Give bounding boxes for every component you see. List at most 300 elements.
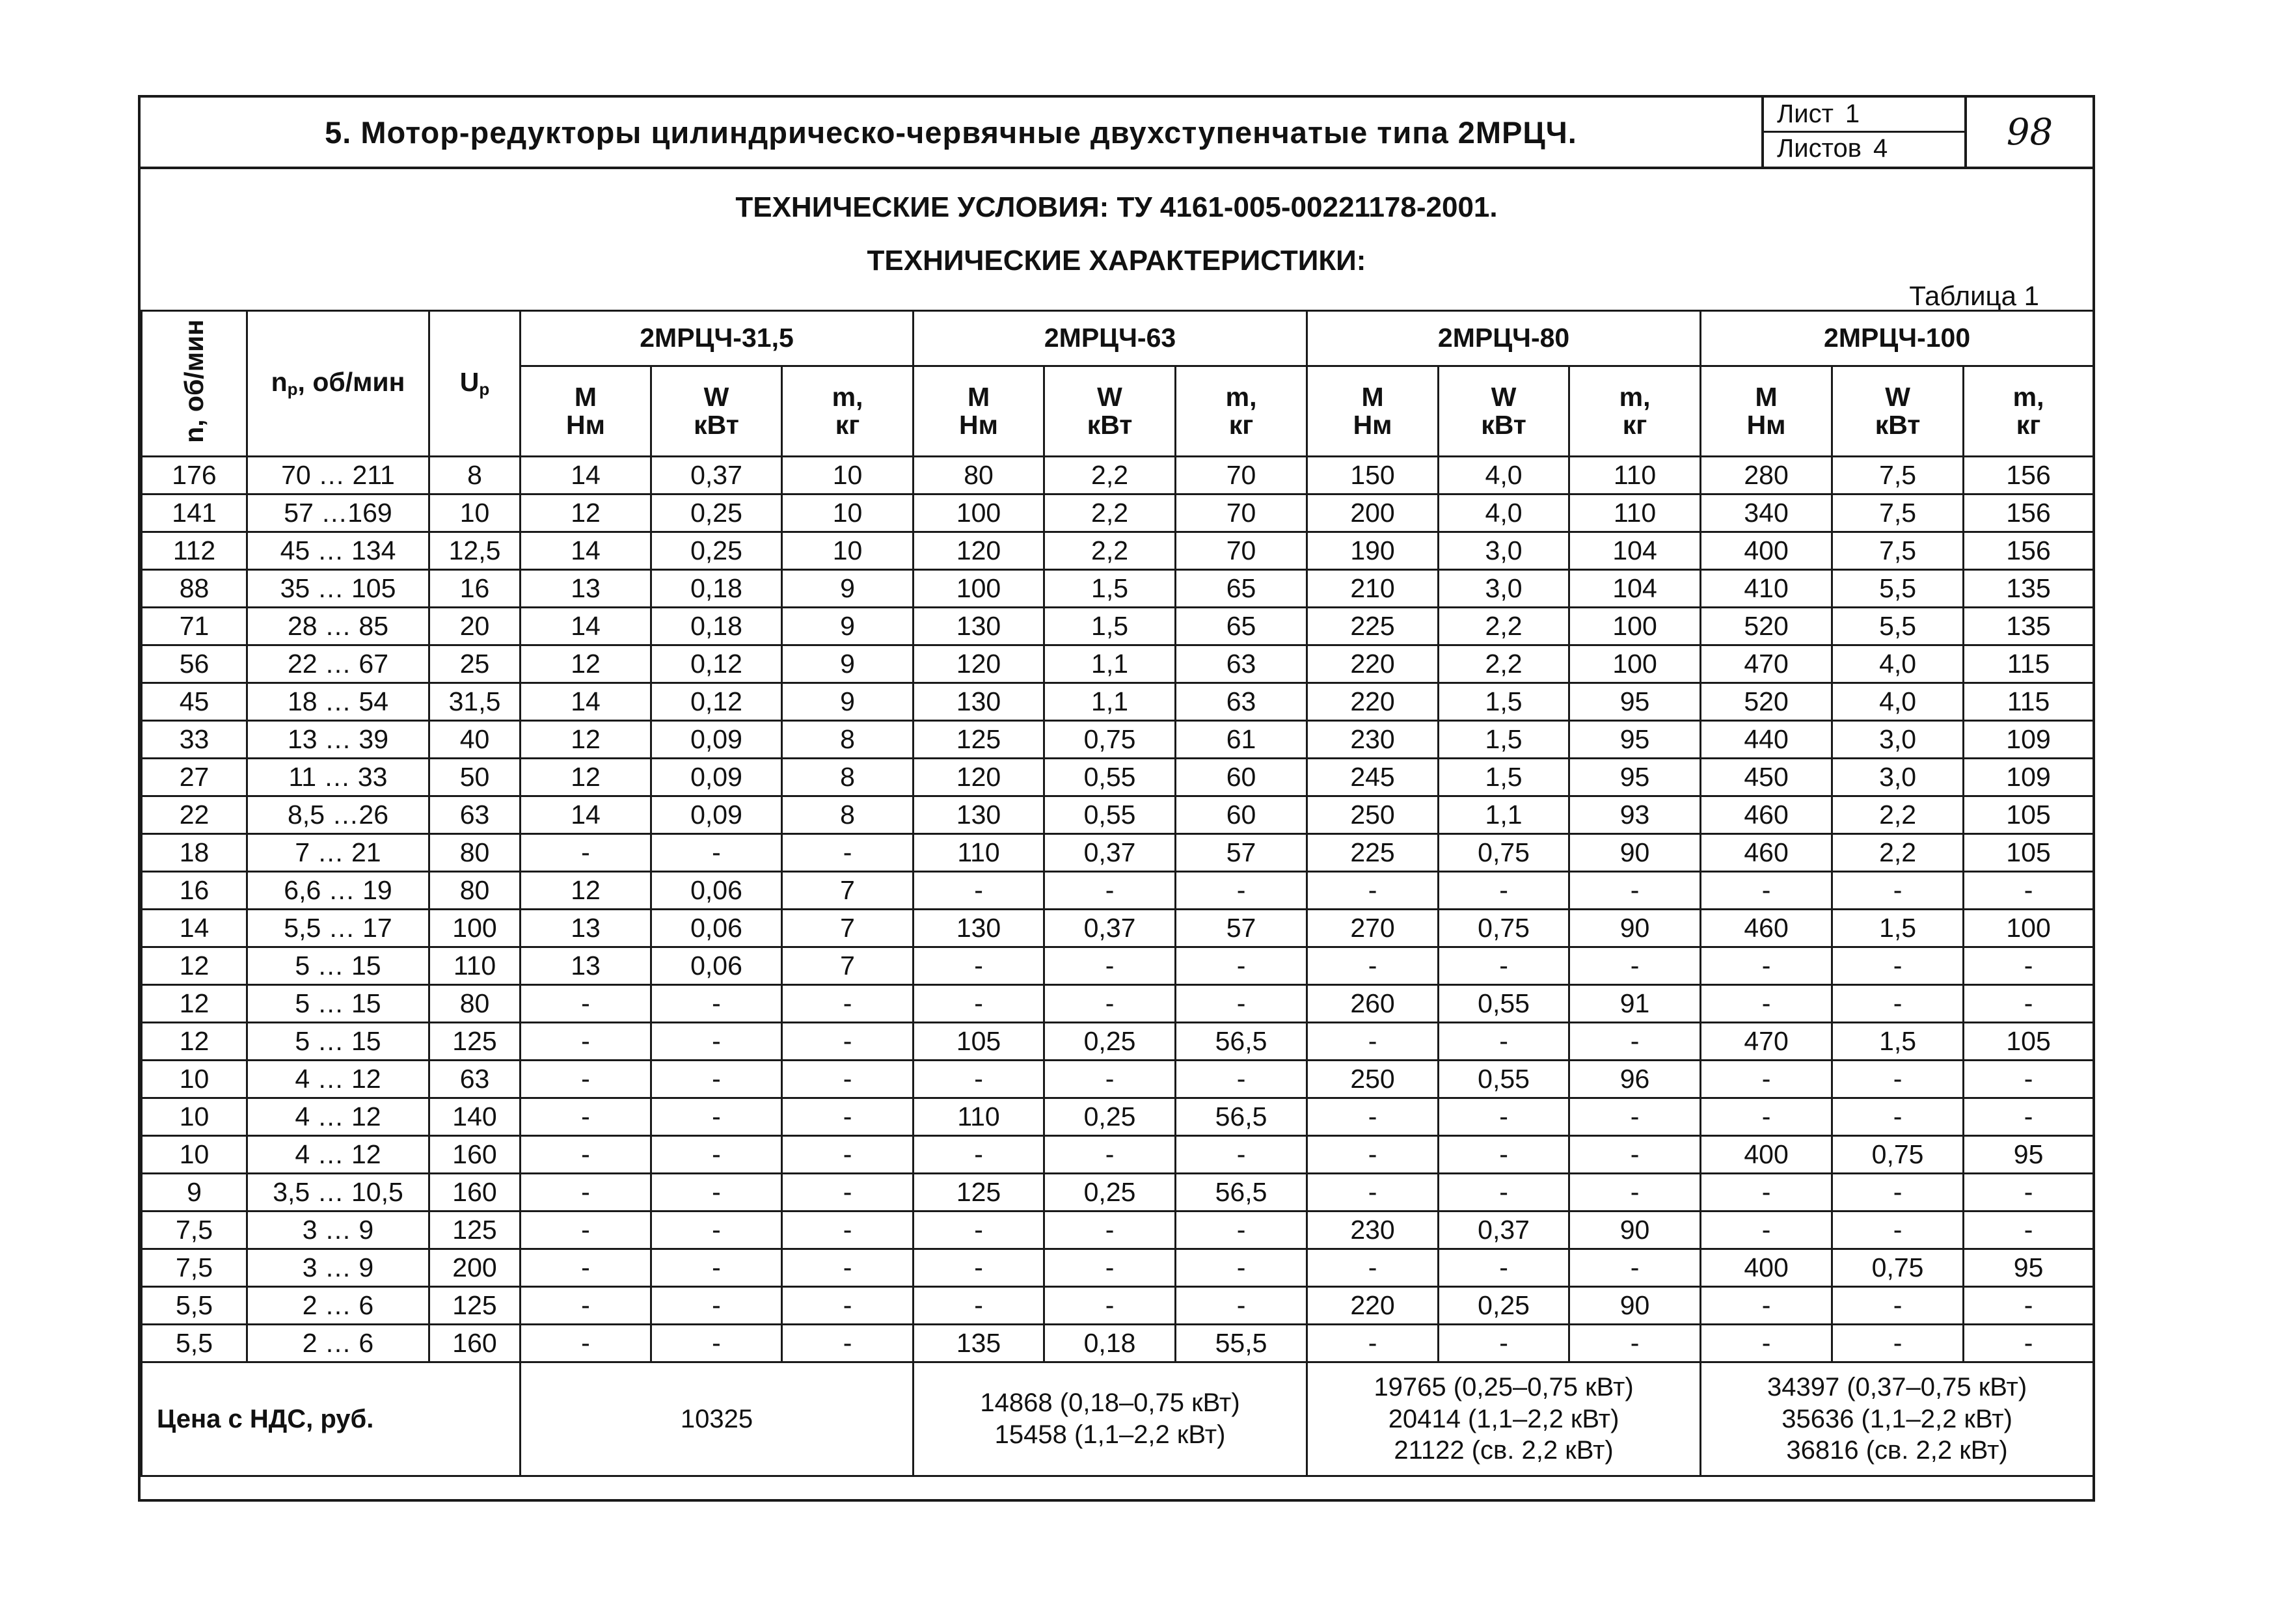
table-cell: 5,5 [142, 1287, 247, 1325]
table-cell: 520 [1701, 608, 1832, 645]
table-cell: - [521, 1061, 651, 1098]
table-cell: 176 [142, 457, 247, 494]
price-line: 10325 [680, 1404, 753, 1433]
table-cell: 12 [521, 872, 651, 910]
technical-conditions: ТЕХНИЧЕСКИЕ УСЛОВИЯ: ТУ 4161-005-00221178-2001. [735, 191, 1498, 223]
unit-header [1176, 366, 1307, 457]
table-cell: 200 [1307, 494, 1439, 532]
table-cell: 50 [429, 759, 521, 796]
table-cell: 0,75 [1439, 910, 1569, 947]
table-cell: 0,18 [651, 608, 782, 645]
unit-header [1307, 366, 1439, 457]
table-cell: 0,75 [1044, 721, 1176, 759]
table-cell: 5,5 [1832, 608, 1964, 645]
table-cell: 2,2 [1439, 608, 1569, 645]
table-cell: 0,37 [651, 457, 782, 494]
unit-header [782, 366, 914, 457]
sheets-label: Листов [1777, 133, 1862, 163]
table-cell: - [651, 1249, 782, 1287]
table-cell: 95 [1569, 721, 1701, 759]
table-cell: - [521, 834, 651, 872]
table-cell: 14 [521, 608, 651, 645]
table-cell: 13 [521, 570, 651, 608]
table-cell: 11 … 33 [247, 759, 429, 796]
table-cell: 10 [142, 1136, 247, 1174]
unit-header-quantity: W [1885, 381, 1910, 412]
table-cell: 5 … 15 [247, 985, 429, 1023]
table-cell: 100 [1569, 645, 1701, 683]
table-cell: - [1044, 985, 1176, 1023]
table-cell: 10 [782, 457, 914, 494]
table-cell: - [1569, 872, 1701, 910]
table-cell: 130 [914, 608, 1044, 645]
table-cell: - [1044, 872, 1176, 910]
table-cell: 110 [1569, 457, 1701, 494]
table-cell: 440 [1701, 721, 1832, 759]
table-cell: 400 [1701, 532, 1832, 570]
table-cell: 9 [782, 683, 914, 721]
table-cell: 31,5 [429, 683, 521, 721]
table-cell: 4,0 [1439, 457, 1569, 494]
table-cell: 9 [782, 608, 914, 645]
table-cell: 100 [914, 570, 1044, 608]
table-cell: 160 [429, 1136, 521, 1174]
table-cell: - [1964, 1098, 2094, 1136]
table-cell: 225 [1307, 608, 1439, 645]
table-cell: 470 [1701, 645, 1832, 683]
table-cell: 0,12 [651, 683, 782, 721]
table-cell: 100 [914, 494, 1044, 532]
table-cell: 57 …169 [247, 494, 429, 532]
table-cell: 340 [1701, 494, 1832, 532]
table-cell: - [1701, 872, 1832, 910]
table-cell: - [1307, 1249, 1439, 1287]
table-body [142, 457, 2094, 1362]
table-row [142, 985, 2094, 1023]
unit-header-quantity: W [1491, 381, 1517, 412]
table-cell: 105 [1964, 834, 2094, 872]
unit-header [1964, 366, 2094, 457]
table-cell: 125 [429, 1211, 521, 1249]
table-cell: - [651, 1098, 782, 1136]
table-row [142, 608, 2094, 645]
unit-header-quantity: М [967, 381, 990, 412]
table-cell: 160 [429, 1325, 521, 1362]
table-cell: 14 [521, 457, 651, 494]
table-cell: 1,5 [1439, 721, 1569, 759]
table-cell: 0,25 [1439, 1287, 1569, 1325]
header-row-models [142, 311, 2094, 366]
table-cell: 10 [142, 1098, 247, 1136]
table-cell: 57 [1176, 834, 1307, 872]
unit-header-quantity: m, [2012, 381, 2044, 412]
table-cell: 90 [1569, 1211, 1701, 1249]
table-cell: 91 [1569, 985, 1701, 1023]
table-cell: - [1832, 1287, 1964, 1325]
table-cell: 7,5 [1832, 532, 1964, 570]
table-cell: 156 [1964, 457, 2094, 494]
table-cell: - [1307, 1174, 1439, 1211]
table-cell: 27 [142, 759, 247, 796]
table-cell: 70 [1176, 457, 1307, 494]
table-cell: 230 [1307, 1211, 1439, 1249]
table-cell: 104 [1569, 570, 1701, 608]
price-line: 15458 (1,1–2,2 кВт) [994, 1420, 1226, 1449]
table-cell: 56 [142, 645, 247, 683]
table-cell: 35 … 105 [247, 570, 429, 608]
table-cell: 135 [1964, 570, 2094, 608]
table-cell: - [914, 947, 1044, 985]
table-cell: - [782, 1136, 914, 1174]
table-cell: 61 [1176, 721, 1307, 759]
unit-header-unit: кг [1622, 410, 1647, 440]
table-row [142, 834, 2094, 872]
table-row [142, 532, 2094, 570]
unit-header-quantity: М [1361, 381, 1384, 412]
table-cell: 110 [429, 947, 521, 985]
table-cell: 6,6 … 19 [247, 872, 429, 910]
table-cell: 80 [914, 457, 1044, 494]
table-cell: 80 [429, 834, 521, 872]
table-cell: 105 [1964, 1023, 2094, 1061]
table-cell: - [651, 1136, 782, 1174]
table-cell: 141 [142, 494, 247, 532]
table-cell: 270 [1307, 910, 1439, 947]
table-cell: 10 [429, 494, 521, 532]
price-line: 20414 (1,1–2,2 кВт) [1388, 1404, 1619, 1433]
table-cell: - [1964, 1287, 2094, 1325]
table-cell: 0,25 [1044, 1023, 1176, 1061]
table-cell: 160 [429, 1174, 521, 1211]
unit-header-unit: Нм [959, 410, 998, 440]
table-cell: 70 [1176, 494, 1307, 532]
table-cell: - [914, 1249, 1044, 1287]
unit-header [1044, 366, 1176, 457]
table-cell: 80 [429, 872, 521, 910]
table-cell: 150 [1307, 457, 1439, 494]
table-row [142, 683, 2094, 721]
table-cell: 250 [1307, 1061, 1439, 1098]
table-cell: 3 … 9 [247, 1211, 429, 1249]
table-cell: 115 [1964, 645, 2094, 683]
table-cell: 95 [1964, 1249, 2094, 1287]
table-cell: 0,06 [651, 947, 782, 985]
table-cell: - [521, 1211, 651, 1249]
unit-header-quantity: W [703, 381, 729, 412]
table-cell: 3 … 9 [247, 1249, 429, 1287]
unit-header-unit: кг [2016, 410, 2041, 440]
table-cell: 14 [521, 683, 651, 721]
table-cell: 0,25 [1044, 1174, 1176, 1211]
table-cell: 25 [429, 645, 521, 683]
unit-header [521, 366, 651, 457]
table-cell: 260 [1307, 985, 1439, 1023]
table-cell: - [1832, 872, 1964, 910]
table-cell: 4 … 12 [247, 1061, 429, 1098]
unit-header-unit: кВт [1875, 410, 1921, 440]
table-cell: 7,5 [142, 1211, 247, 1249]
table-cell: 12 [521, 721, 651, 759]
table-cell: 1,5 [1044, 570, 1176, 608]
table-cell: - [1044, 1211, 1176, 1249]
table-cell: 57 [1176, 910, 1307, 947]
unit-header-quantity: m, [1619, 381, 1651, 412]
table-cell: - [1569, 1136, 1701, 1174]
unit-header-unit: Нм [1746, 410, 1786, 440]
unit-header [914, 366, 1044, 457]
table-cell: 80 [429, 985, 521, 1023]
table-cell: 0,55 [1044, 796, 1176, 834]
unit-header [1439, 366, 1569, 457]
table-cell: 63 [429, 1061, 521, 1098]
price-group [914, 1362, 1307, 1476]
table-cell: 470 [1701, 1023, 1832, 1061]
table-cell: 20 [429, 608, 521, 645]
table-cell: - [1044, 947, 1176, 985]
table-cell: 90 [1569, 1287, 1701, 1325]
table-cell: 2,2 [1044, 457, 1176, 494]
table-cell: 220 [1307, 645, 1439, 683]
table-cell: - [1439, 1023, 1569, 1061]
table-row [142, 1174, 2094, 1211]
table-cell: - [651, 985, 782, 1023]
price-group [521, 1362, 914, 1476]
table-cell: 63 [1176, 683, 1307, 721]
table-cell: 70 [1176, 532, 1307, 570]
table-cell: - [1176, 1136, 1307, 1174]
table-cell: - [1439, 1174, 1569, 1211]
table-cell: - [1832, 1325, 1964, 1362]
unit-header-quantity: М [574, 381, 597, 412]
table-cell: 0,25 [651, 532, 782, 570]
table-row [142, 1023, 2094, 1061]
table-cell: 220 [1307, 1287, 1439, 1325]
table-cell: - [782, 834, 914, 872]
table-cell: 104 [1569, 532, 1701, 570]
table-cell: - [1307, 1136, 1439, 1174]
table-cell: 5 … 15 [247, 1023, 429, 1061]
table-cell: 245 [1307, 759, 1439, 796]
table-cell: 125 [429, 1287, 521, 1325]
table-cell: 70 … 211 [247, 457, 429, 494]
table-cell: 0,37 [1044, 910, 1176, 947]
table-cell: 12 [142, 1023, 247, 1061]
table-cell: - [1439, 1098, 1569, 1136]
unit-header-quantity: М [1755, 381, 1778, 412]
table-cell: 9 [782, 645, 914, 683]
table-cell: - [1701, 1211, 1832, 1249]
table-cell: 9 [142, 1174, 247, 1211]
table-row [142, 910, 2094, 947]
table-cell: 4,0 [1439, 494, 1569, 532]
table-cell: - [1307, 1098, 1439, 1136]
table-cell: - [651, 1061, 782, 1098]
unit-header-unit: Нм [1353, 410, 1392, 440]
table-cell: 5 … 15 [247, 947, 429, 985]
col-header-n-label: n, об/мин [178, 319, 209, 443]
table-cell: - [1964, 1325, 2094, 1362]
table-cell: 4,0 [1832, 645, 1964, 683]
technical-characteristics: ТЕХНИЧЕСКИЕ ХАРАКТЕРИСТИКИ: [867, 245, 1366, 277]
table-cell: - [1569, 1249, 1701, 1287]
table-cell: 14 [142, 910, 247, 947]
table-cell: 120 [914, 759, 1044, 796]
table-cell: 0,06 [651, 910, 782, 947]
table-cell: 120 [914, 645, 1044, 683]
table-cell: 105 [914, 1023, 1044, 1061]
table-cell: - [1832, 985, 1964, 1023]
table-cell: - [1701, 1061, 1832, 1098]
table-cell: - [521, 1325, 651, 1362]
table-cell: 28 … 85 [247, 608, 429, 645]
table-cell: 2,2 [1832, 834, 1964, 872]
table-cell: - [782, 1174, 914, 1211]
table-row [142, 721, 2094, 759]
table-cell: - [1832, 1174, 1964, 1211]
price-group [1307, 1362, 1701, 1476]
table-cell: 90 [1569, 834, 1701, 872]
table-cell: 109 [1964, 721, 2094, 759]
table-cell: 0,37 [1044, 834, 1176, 872]
table-cell: 60 [1176, 759, 1307, 796]
table-cell: 3,0 [1439, 570, 1569, 608]
table-cell: - [521, 1287, 651, 1325]
table-cell: - [782, 1023, 914, 1061]
table-cell: 88 [142, 570, 247, 608]
table-cell: 8 [782, 721, 914, 759]
table-cell: 230 [1307, 721, 1439, 759]
table-cell: 460 [1701, 910, 1832, 947]
table-cell: 1,5 [1832, 910, 1964, 947]
table-cell: 0,12 [651, 645, 782, 683]
table-cell: 7 [782, 910, 914, 947]
unit-header-quantity: m, [832, 381, 863, 412]
table-cell: 3,5 … 10,5 [247, 1174, 429, 1211]
table-cell: 4 … 12 [247, 1098, 429, 1136]
table-cell: 7 [782, 872, 914, 910]
table-cell: 95 [1569, 759, 1701, 796]
table-cell: 115 [1964, 683, 2094, 721]
table-cell: 55,5 [1176, 1325, 1307, 1362]
table-cell: 0,25 [651, 494, 782, 532]
table-cell: 40 [429, 721, 521, 759]
table-cell: 2,2 [1439, 645, 1569, 683]
table-cell: - [1176, 1211, 1307, 1249]
model-header-3: 2МРЦЧ-80 [1307, 311, 1701, 366]
table-cell: - [782, 1098, 914, 1136]
table-cell: 65 [1176, 570, 1307, 608]
table-cell: 0,25 [1044, 1098, 1176, 1136]
table-cell: 56,5 [1176, 1174, 1307, 1211]
table-cell: - [651, 1174, 782, 1211]
table-cell: 71 [142, 608, 247, 645]
table-cell: 0,75 [1439, 834, 1569, 872]
spec-table [141, 310, 2094, 1477]
model-header-1: 2МРЦЧ-31,5 [521, 311, 914, 366]
table-cell: - [1964, 1174, 2094, 1211]
table-cell: 5,5 … 17 [247, 910, 429, 947]
table-cell: - [1569, 1325, 1701, 1362]
table-cell: - [1964, 1061, 2094, 1098]
table-cell: 3,0 [1439, 532, 1569, 570]
document-sheet [138, 95, 2095, 1502]
table-cell: - [1569, 1023, 1701, 1061]
table-row [142, 457, 2094, 494]
table-cell: 7,5 [142, 1249, 247, 1287]
table-cell: 13 [521, 947, 651, 985]
unit-header-unit: кг [835, 410, 860, 440]
table-row [142, 494, 2094, 532]
table-cell: - [914, 872, 1044, 910]
table-row [142, 1098, 2094, 1136]
table-cell: 156 [1964, 532, 2094, 570]
table-cell: 1,1 [1044, 645, 1176, 683]
table-cell: 125 [914, 721, 1044, 759]
table-cell: 12 [142, 947, 247, 985]
table-cell: - [914, 1287, 1044, 1325]
table-cell: 140 [429, 1098, 521, 1136]
table-cell: 220 [1307, 683, 1439, 721]
table-cell: - [1439, 1325, 1569, 1362]
table-cell: - [1307, 1023, 1439, 1061]
table-cell: - [1176, 985, 1307, 1023]
table-cell: - [1964, 1211, 2094, 1249]
table-cell: - [1307, 872, 1439, 910]
table-row [142, 1287, 2094, 1325]
table-cell: - [1176, 1249, 1307, 1287]
table-cell: - [521, 985, 651, 1023]
table-cell: 7,5 [1832, 494, 1964, 532]
table-cell: 18 … 54 [247, 683, 429, 721]
unit-header [651, 366, 782, 457]
table-cell: 12 [521, 494, 651, 532]
table-cell: - [521, 1174, 651, 1211]
table-cell: 13 [521, 910, 651, 947]
table-cell: - [782, 1249, 914, 1287]
table-cell: 8,5 …26 [247, 796, 429, 834]
table-cell: 120 [914, 532, 1044, 570]
table-cell: 280 [1701, 457, 1832, 494]
table-cell: 95 [1964, 1136, 2094, 1174]
table-cell: 200 [429, 1249, 521, 1287]
table-cell: 22 … 67 [247, 645, 429, 683]
table-cell: - [651, 1023, 782, 1061]
table-row [142, 1211, 2094, 1249]
table-cell: 110 [1569, 494, 1701, 532]
table-cell: - [1964, 947, 2094, 985]
table-cell: - [1569, 1174, 1701, 1211]
table-cell: 130 [914, 683, 1044, 721]
table-cell: 190 [1307, 532, 1439, 570]
table-cell: - [1439, 947, 1569, 985]
table-cell: 1,5 [1832, 1023, 1964, 1061]
table-cell: 0,75 [1832, 1249, 1964, 1287]
table-cell: 130 [914, 910, 1044, 947]
sheet-line [1764, 98, 1964, 131]
table-cell: - [914, 1211, 1044, 1249]
table-cell: - [1701, 947, 1832, 985]
table-cell: 10 [782, 532, 914, 570]
price-line: 21122 (св. 2,2 кВт) [1394, 1436, 1614, 1465]
col-header-up: $U_p$ [429, 311, 521, 457]
table-cell: 125 [914, 1174, 1044, 1211]
table-cell: - [914, 985, 1044, 1023]
table-row [142, 1249, 2094, 1287]
table-cell: - [914, 1061, 1044, 1098]
table-cell: 2,2 [1044, 532, 1176, 570]
model-header-2: 2МРЦЧ-63 [914, 311, 1307, 366]
sheet-number: 98 [2006, 111, 2053, 154]
